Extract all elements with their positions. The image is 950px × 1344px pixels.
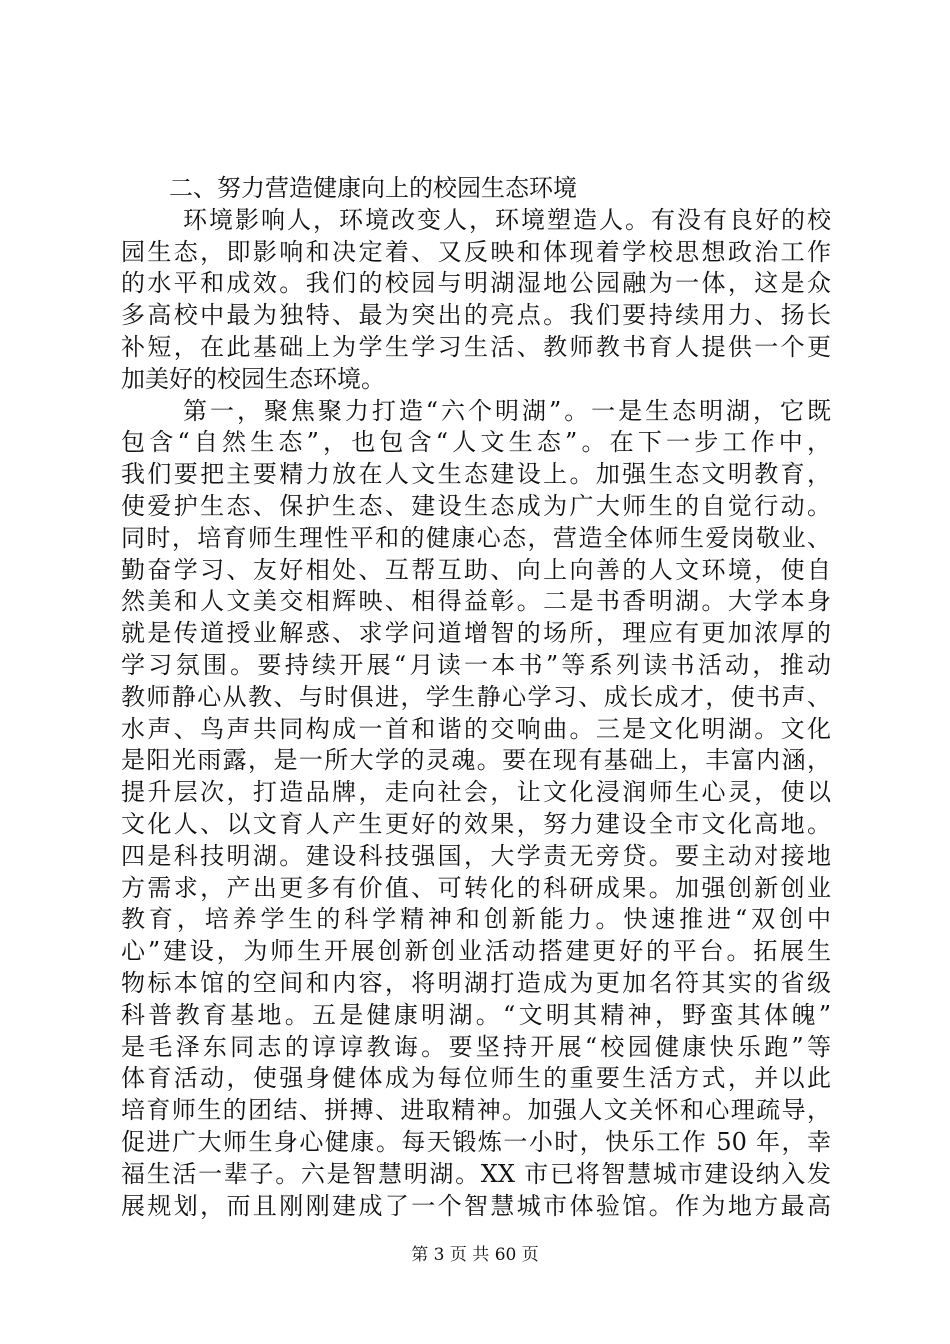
paragraph-line: 第一，聚焦聚力打造“六个明湖”。一是生态明湖，它既 — [183, 396, 831, 425]
paragraph-line: 文化人、以文育人产生更好的效果，努力建设全市文化高地。 — [121, 809, 831, 838]
paragraph-line: 四是科技明湖。建设科技强国，大学责无旁贷。要主动对接地 — [121, 841, 831, 870]
paragraph-1 — [121, 205, 831, 396]
paragraph-line: 环境影响人，环境改变人，环境塑造人。有没有良好的校 — [183, 205, 831, 234]
paragraph-line: 科普教育基地。五是健康明湖。“文明其精神，野蛮其体魄” — [121, 1000, 831, 1029]
paragraph-line: 教育，培养学生的科学精神和创新能力。快速推进“双创中 — [121, 905, 831, 934]
paragraph-line: 我们要把主要精力放在人文生态建设上。加强生态文明教育， — [121, 460, 831, 489]
paragraph-line: 勤奋学习、友好相处、互帮互助、向上向善的人文环境，使自 — [121, 555, 831, 584]
paragraph-line: 福生活一辈子。六是智慧明湖。XX 市已将智慧城市建设纳入发 — [121, 1159, 831, 1188]
paragraph-line: 同时，培育师生理性平和的健康心态，营造全体师生爱岗敬业、 — [121, 523, 831, 552]
paragraph-line: 包含“自然生态”，也包含“人文生态”。在下一步工作中， — [121, 428, 831, 457]
paragraph-line: 的水平和成效。我们的校园与明湖湿地公园融为一体，这是众 — [121, 269, 831, 298]
paragraph-line: 然美和人文美交相辉映、相得益彰。二是书香明湖。大学本身 — [121, 587, 831, 616]
paragraph-line: 体育活动，使强身健体成为每位师生的重要生活方式，并以此 — [121, 1064, 831, 1093]
document-body — [121, 173, 831, 1222]
paragraph-line: 补短，在此基础上为学生学习生活、教师教书育人提供一个更 — [121, 332, 831, 361]
paragraph-line: 是阳光雨露，是一所大学的灵魂。要在现有基础上，丰富内涵， — [121, 746, 831, 775]
page-number-footer: 第 3 页 共 60 页 — [411, 1245, 539, 1265]
section-heading: 二、努力营造健康向上的校园生态环境 — [169, 174, 577, 202]
paragraph-2 — [121, 396, 831, 1223]
paragraph-line: 使爱护生态、保护生态、建设生态成为广大师生的自觉行动。 — [121, 491, 831, 520]
paragraph-line: 就是传道授业解惑、求学问道增智的场所，理应有更加浓厚的 — [121, 619, 831, 648]
paragraph-line: 心”建设，为师生开展创新创业活动搭建更好的平台。拓展生 — [121, 937, 831, 966]
paragraph-line: 促进广大师生身心健康。每天锻炼一小时，快乐工作 50 年，幸 — [121, 1127, 831, 1156]
paragraph-line: 教师静心从教、与时俱进，学生静心学习、成长成才，使书声、 — [121, 682, 831, 711]
paragraph-line: 培育师生的团结、拼搏、进取精神。加强人文关怀和心理疏导， — [121, 1096, 831, 1125]
paragraph-line: 园生态，即影响和决定着、又反映和体现着学校思想政治工作 — [121, 237, 831, 266]
paragraph-line: 学习氛围。要持续开展“月读一本书”等系列读书活动，推动 — [121, 650, 831, 679]
paragraph-line: 方需求，产出更多有价值、可转化的科研成果。加强创新创业 — [121, 873, 831, 902]
paragraph-line: 多高校中最为独特、最为突出的亮点。我们要持续用力、扬长 — [121, 301, 831, 330]
paragraph-line: 水声、鸟声共同构成一首和谐的交响曲。三是文化明湖。文化 — [121, 714, 831, 743]
paragraph-line: 物标本馆的空间和内容，将明湖打造成为更加名符其实的省级 — [121, 968, 831, 997]
paragraph-line: 是毛泽东同志的谆谆教诲。要坚持开展“校园健康快乐跑”等 — [121, 1032, 831, 1061]
paragraph-line: 提升层次，打造品牌，走向社会，让文化浸润师生心灵，使以 — [121, 778, 831, 807]
paragraph-line: 加美好的校园生态环境。 — [121, 364, 385, 393]
paragraph-line: 展规划，而且刚刚建成了一个智慧城市体验馆。作为地方最高 — [121, 1191, 831, 1220]
